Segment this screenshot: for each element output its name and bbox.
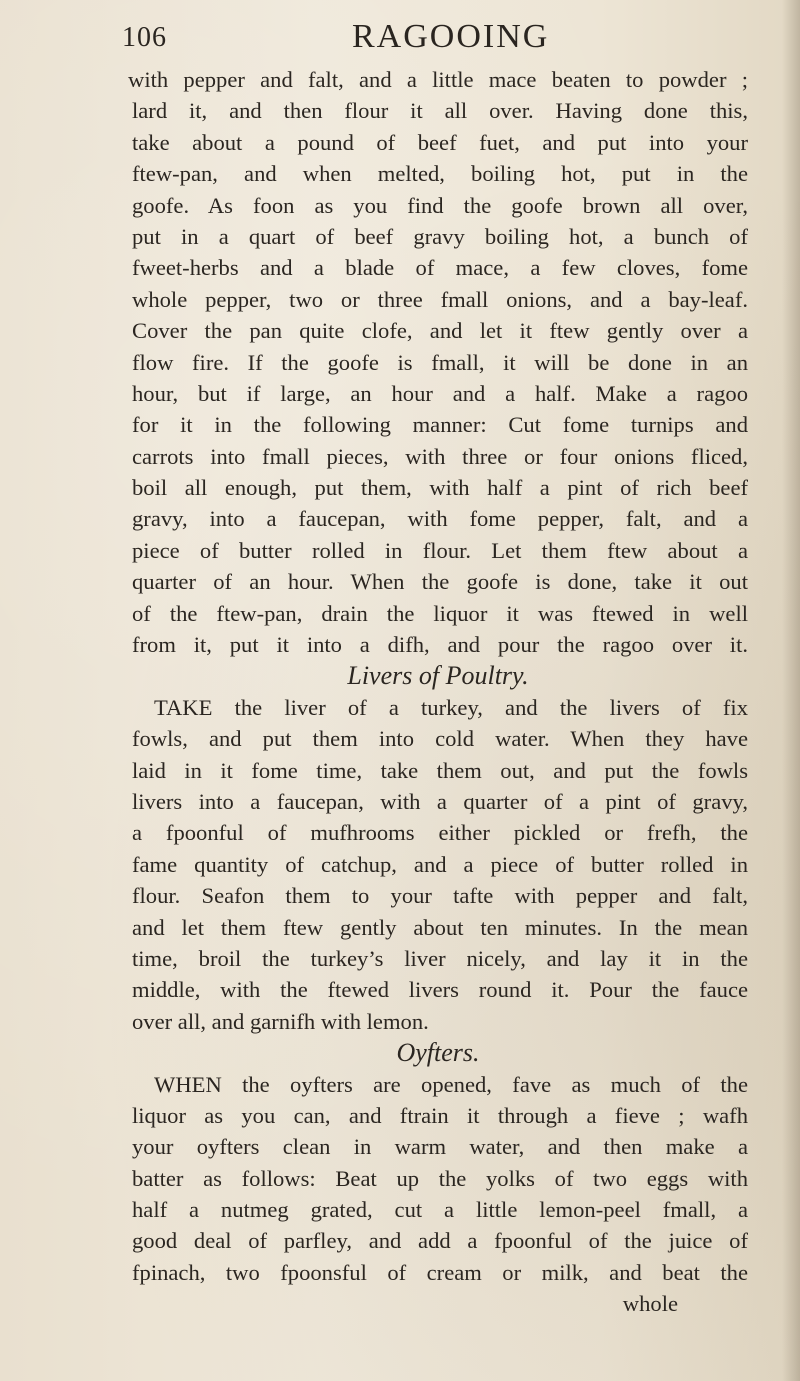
text-line: with pepper and falt, and a little mace beaten to powder ; (128, 67, 748, 92)
text-line: hour, but if large, an hour and a half. Make a ragoo (132, 380, 748, 406)
text-line: for it in the following manner: Cut fome turnips and (132, 412, 748, 438)
text-line: batter as follows: Beat up the yolks of two eggs with (132, 1165, 748, 1191)
text-line: half a nutmeg grated, cut a little lemon-peel fmall, a (132, 1197, 748, 1223)
text-line: fame quantity of catchup, and a piece of butter rolled in (132, 851, 748, 877)
text-line: good deal of parfley, and add a fpoonful of the juice of (132, 1228, 748, 1254)
text-line: WHEN the oyfters are opened, fave as much of the (154, 1071, 748, 1097)
text-line: goofe. As foon as you find the goofe brown all over, (132, 192, 748, 218)
text-line: fpinach, two fpoonsful of cream or milk, and beat the (132, 1259, 748, 1285)
text-line: gravy, into a faucepan, with fome pepper, falt, and a (132, 506, 748, 532)
text-line: boil all enough, put them, with half a pint of rich beef (132, 475, 748, 501)
text-line: laid in it fome time, take them out, and put the fowls (132, 757, 748, 783)
text-line: Cover the pan quite clofe, and let it ftew gently over a (132, 318, 748, 344)
text-line: fowls, and put them into cold water. When they have (132, 726, 748, 752)
text-line: ftew-pan, and when melted, boiling hot, put in the (132, 161, 748, 187)
text-line: from it, put it into a difh, and pour the ragoo over it. (132, 632, 748, 658)
text-line: put in a quart of beef gravy boiling hot, a bunch of (132, 223, 748, 249)
text-line: lard it, and then flour it all over. Having done this, (132, 98, 748, 124)
page-number: 106 (122, 22, 167, 53)
text-line: flow fire. If the goofe is fmall, it will be done in an (132, 349, 748, 375)
page-text (128, 64, 748, 1320)
text-line: and let them ftew gently about ten minutes. In the mean (132, 914, 748, 940)
text-line: middle, with the ftewed livers round it. Pour the fauce (132, 977, 748, 1003)
text-line: liquor as you can, and ftrain it through a fieve ; wafh (132, 1102, 748, 1128)
text-line: livers into a faucepan, with a quarter of a pint of gravy, (132, 788, 748, 814)
text-line: whole pepper, two or three fmall onions, and a bay-leaf. (132, 286, 748, 312)
page-edge-shadow (782, 0, 800, 1381)
section-heading-oysters: Oyfters. (396, 1038, 480, 1068)
text-line: piece of butter rolled in flour. Let them ftew about a (132, 537, 748, 563)
text-line: flour. Seafon them to your tafte with pepper and falt, (132, 883, 748, 909)
text-line: your oyfters clean in warm water, and then make a (132, 1134, 748, 1160)
text-line: TAKE the liver of a turkey, and the livers of fix (154, 694, 748, 720)
running-title: RAGOOING (352, 18, 550, 55)
text-line: fweet-herbs and a blade of mace, a few cloves, fome (132, 255, 748, 281)
text-line: quarter of an hour. When the goofe is done, take it out (132, 569, 748, 595)
text-line: carrots into fmall pieces, with three or four onions fliced, (132, 443, 748, 469)
text-line: time, broil the turkey’s liver nicely, and lay it in the (132, 945, 748, 971)
text-line: of the ftew-pan, drain the liquor it was ftewed in well (132, 600, 748, 626)
text-line: over all, and garnifh with lemon. (132, 1008, 429, 1034)
catchword: whole (622, 1291, 678, 1317)
text-line: take about a pound of beef fuet, and put into your (132, 129, 748, 155)
section-heading-livers: Livers of Poultry. (347, 661, 529, 691)
running-head (122, 16, 762, 60)
text-line: a fpoonful of mufhrooms either pickled or frefh, the (132, 820, 748, 846)
